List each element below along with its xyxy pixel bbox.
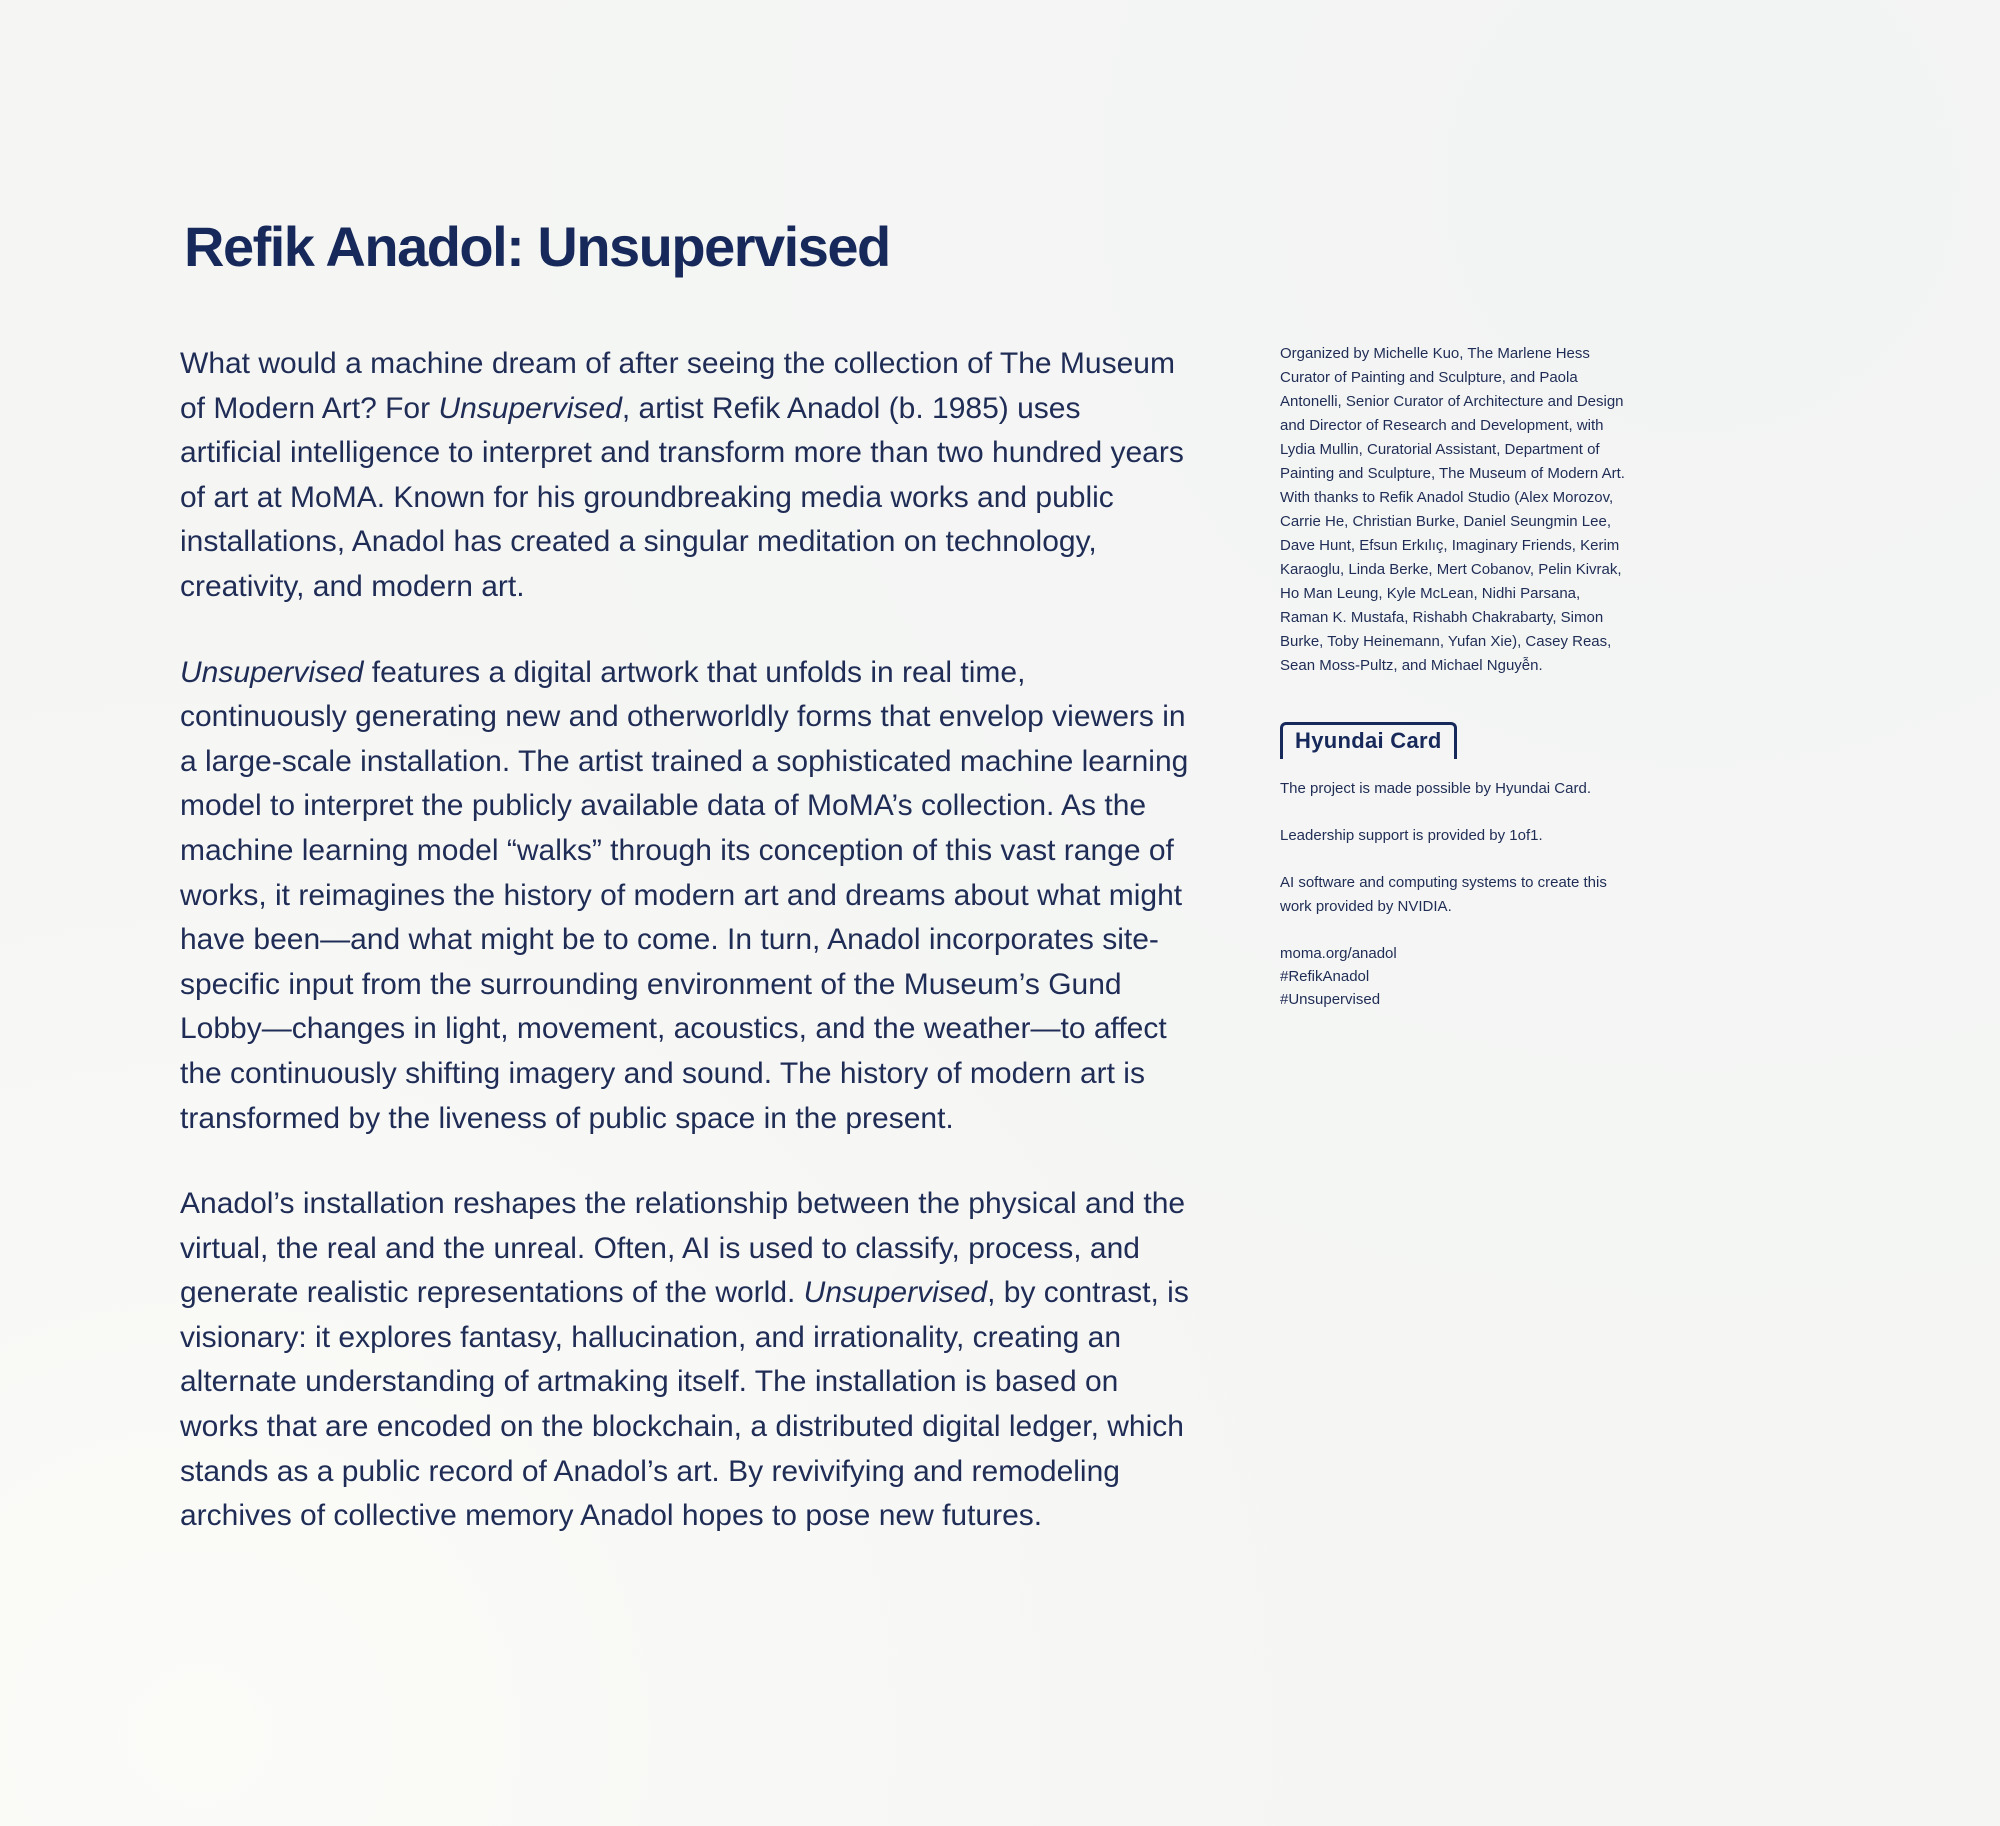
page-title: Refik Anadol: Unsupervised	[184, 215, 890, 278]
paragraph-intro	[180, 342, 1190, 610]
paragraph-intro-text-2: , artist Refik Anadol (b. 1985) uses artificial intelligence to interpret and transform more than two hundred years of art at MoMA. Known for his groundbreaking media works and public installations, Anadol has created a singular meditation on technology, creativity, and modern art.	[180, 391, 1184, 603]
links-list	[1280, 942, 1630, 1011]
credits-column	[1280, 342, 1630, 1011]
ai-support-note: AI software and computing systems to create this work provided by NVIDIA.	[1280, 874, 1607, 915]
paragraph-context-text-1: Anadol’s installation reshapes the relationship between the physical and the virtual, the real and the unreal. Often, AI is used to classify, process, and generate realistic representations of the world.	[180, 1187, 1186, 1310]
paragraph-context-italic-title: Unsupervised	[803, 1276, 988, 1310]
paragraph-context-text-2: , by contrast, is visionary: it explores fantasy, hallucination, and irrationality, creating an alternate understanding of artmaking itself. The installation is based on works that are encoded on the blockchain, a distributed digital ledger, which stands as a public record of Anadol’s art. By revivifying and remodeling archives of collective memory Anadol hopes to pose new futures.	[180, 1276, 1189, 1533]
leadership-note: Leadership support is provided by 1of1.	[1280, 827, 1543, 844]
hashtag-unsupervised: #Unsupervised	[1280, 991, 1381, 1008]
hashtag-refikanadol: #RefikAnadol	[1280, 968, 1370, 985]
hyundai-card-logo: Hyundai Card	[1280, 722, 1457, 759]
organizer-credits: Organized by Michelle Kuo, The Marlene Hess Curator of Painting and Sculpture, and Paola Antonelli, Senior Curator of Architecture and Design and Director of Research and Development, with Lydia Mullin, Curatorial Assistant, Department of Painting and Sculpture, The Museum of Modern Art. With thanks to Refik Anadol Studio (Alex Morozov, Carrie He, Christian Burke, Daniel Seungmin Lee, Dave Hunt, Efsun Erkılıç, Imaginary Friends, Kerim Karaoglu, Linda Berke, Mert Cobanov, Pelin Kivrak, Ho Man Leung, Kyle McLean, Nidhi Parsana, Raman K. Mustafa, Rishabh Chakrabarty, Simon Burke, Toby Heinemann, Yufan Xie), Casey Reas, Sean Moss-Pultz, and Michael Nguyễn.	[1280, 345, 1625, 674]
paragraph-intro-text-1: What would a machine dream of after seeing the collection of The Museum of Modern Art? For	[180, 347, 1175, 425]
main-text-column	[180, 342, 1190, 1580]
sponsor-note: The project is made possible by Hyundai Card.	[1280, 780, 1591, 797]
paragraph-description-text: features a digital artwork that unfolds in real time, continuously generating new and otherworldly forms that envelop viewers in a large-scale installation. The artist trained a sophisticated machine learning model to interpret the publicly available data of MoMA’s collection. As the machine learning model “walks” through its conception of this vast range of works, it reimagines the history of modern art and dreams about what might have been—and what might be to come. In turn, Anadol incorporates site-specific input from the surrounding environment of the Museum’s Gund Lobby—changes in light, movement, acoustics, and the weather—to affect the continuously shifting imagery and sound. The history of modern art is transformed by the liveness of public space in the present.	[180, 655, 1189, 1135]
paragraph-context	[180, 1182, 1190, 1539]
paragraph-description	[180, 651, 1190, 1142]
paragraph-description-italic-title: Unsupervised	[180, 655, 364, 689]
website-link: moma.org/anadol	[1280, 945, 1397, 962]
paragraph-intro-italic-title: Unsupervised	[438, 391, 622, 425]
